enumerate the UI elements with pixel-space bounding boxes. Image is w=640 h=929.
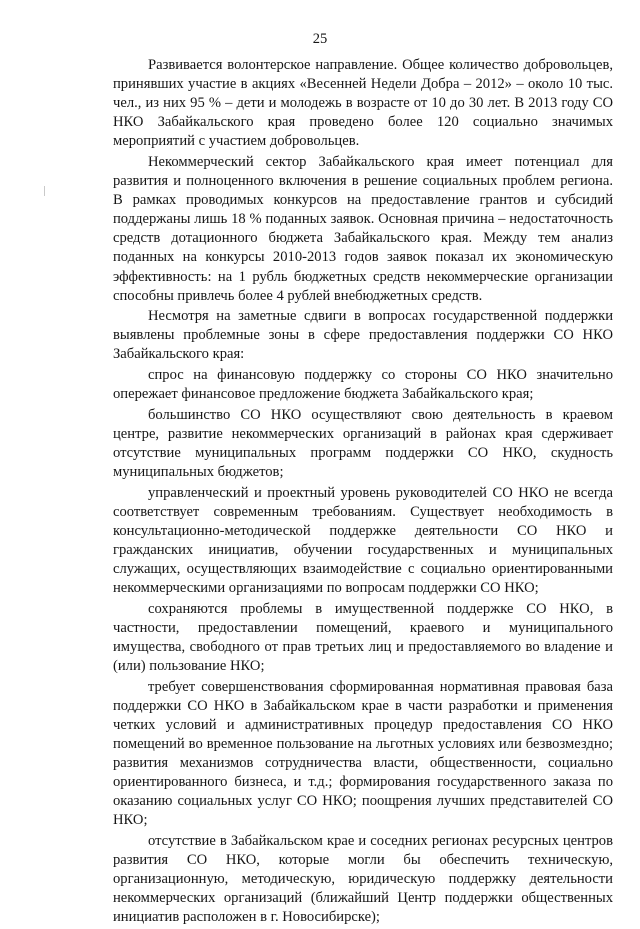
problem-item: большинство СО НКО осуществляют свою деятельность в краевом центре, развитие некоммерческих организаций в районах края сдерживает отсутствие муниципальных программ поддержки СО НКО, скудность муниципальных бюджетов;	[113, 406, 613, 480]
problem-item: управленческий и проектный уровень руководителей СО НКО не всегда соответствует современным требованиям. Существует необходимость в консультационно-методической поддержке деятельности СО НКО и гражданских инициатив, обучении государственных и муниципальных служащих, осуществляющих взаимодействие с социально ориентированными некоммерческими организациями по вопросам поддержки СО НКО;	[113, 484, 613, 597]
margin-mark	[44, 186, 45, 196]
paragraph-problem-intro: Несмотря на заметные сдвиги в вопросах государственной поддержки выявлены проблемные зоны в сфере предоставления поддержки СО НКО Забайкальского края:	[113, 308, 613, 363]
problem-item: спрос на финансовую поддержку со стороны СО НКО значительно опережает финансовое предложение бюджета Забайкальского края;	[113, 367, 613, 403]
document-body	[113, 56, 613, 929]
paragraph-volunteers: Развивается волонтерское направление. Общее количество добровольцев, принявших участие в акциях «Весенней Недели Добра – 2012» – около 10 тыс. чел., из них 95 % – дети и молодежь в возрасте от 10 до 30 лет. В 2013 году СО НКО Забайкальского края проведено более 120 социально значимых мероприятий с участием добровольцев.	[113, 57, 613, 150]
problem-item: требует совершенствования сформированная нормативная правовая база поддержки СО НКО в Забайкальском крае в части разработки и применения четких условий и административных процедур предоставления СО НКО помещений во временное пользование на льготных условиях или безвозмездно; развития механизмов сотрудничества власти, общественности, социально ориентированного бизнеса, и т.д.; формирования государственного заказа по оказанию социальных услуг СО НКО; поощрения лучших представителей СО НКО;	[113, 678, 613, 829]
page-number: 25	[312, 31, 328, 47]
problem-item: отсутствие в Забайкальском крае и соседних регионах ресурсных центров развития СО НКО, которые могли бы обеспечить техническую, организационную, методическую, юридическую поддержку деятельности некоммерческих организаций (ближайший Центр поддержки общественных инициатив расположен в г. Новосибирске);	[113, 832, 613, 926]
problem-item: сохраняются проблемы в имущественной поддержке СО НКО, в частности, предоставлении помещений, краевого и муниципального имущества, свободного от прав третьих лиц и предоставляемого во владение и (или) пользование НКО;	[113, 600, 613, 674]
paragraph-nonprofit-potential: Некоммерческий сектор Забайкальского края имеет потенциал для развития и полноценного включения в решение социальных проблем региона. В рамках проводимых конкурсов на предоставление грантов и субсидий поддержаны лишь 18 % поданных заявок. Основная причина – недостаточность средств дотационного бюджета Забайкальского края. Между тем анализ поданных на конкурсы 2010-2013 годов заявок показал их экономическую эффективность: на 1 рубль бюджетных средств некоммерческие организации способны привлечь более 4 рублей внебюджетных средств.	[113, 153, 613, 304]
problem-list	[113, 366, 613, 927]
